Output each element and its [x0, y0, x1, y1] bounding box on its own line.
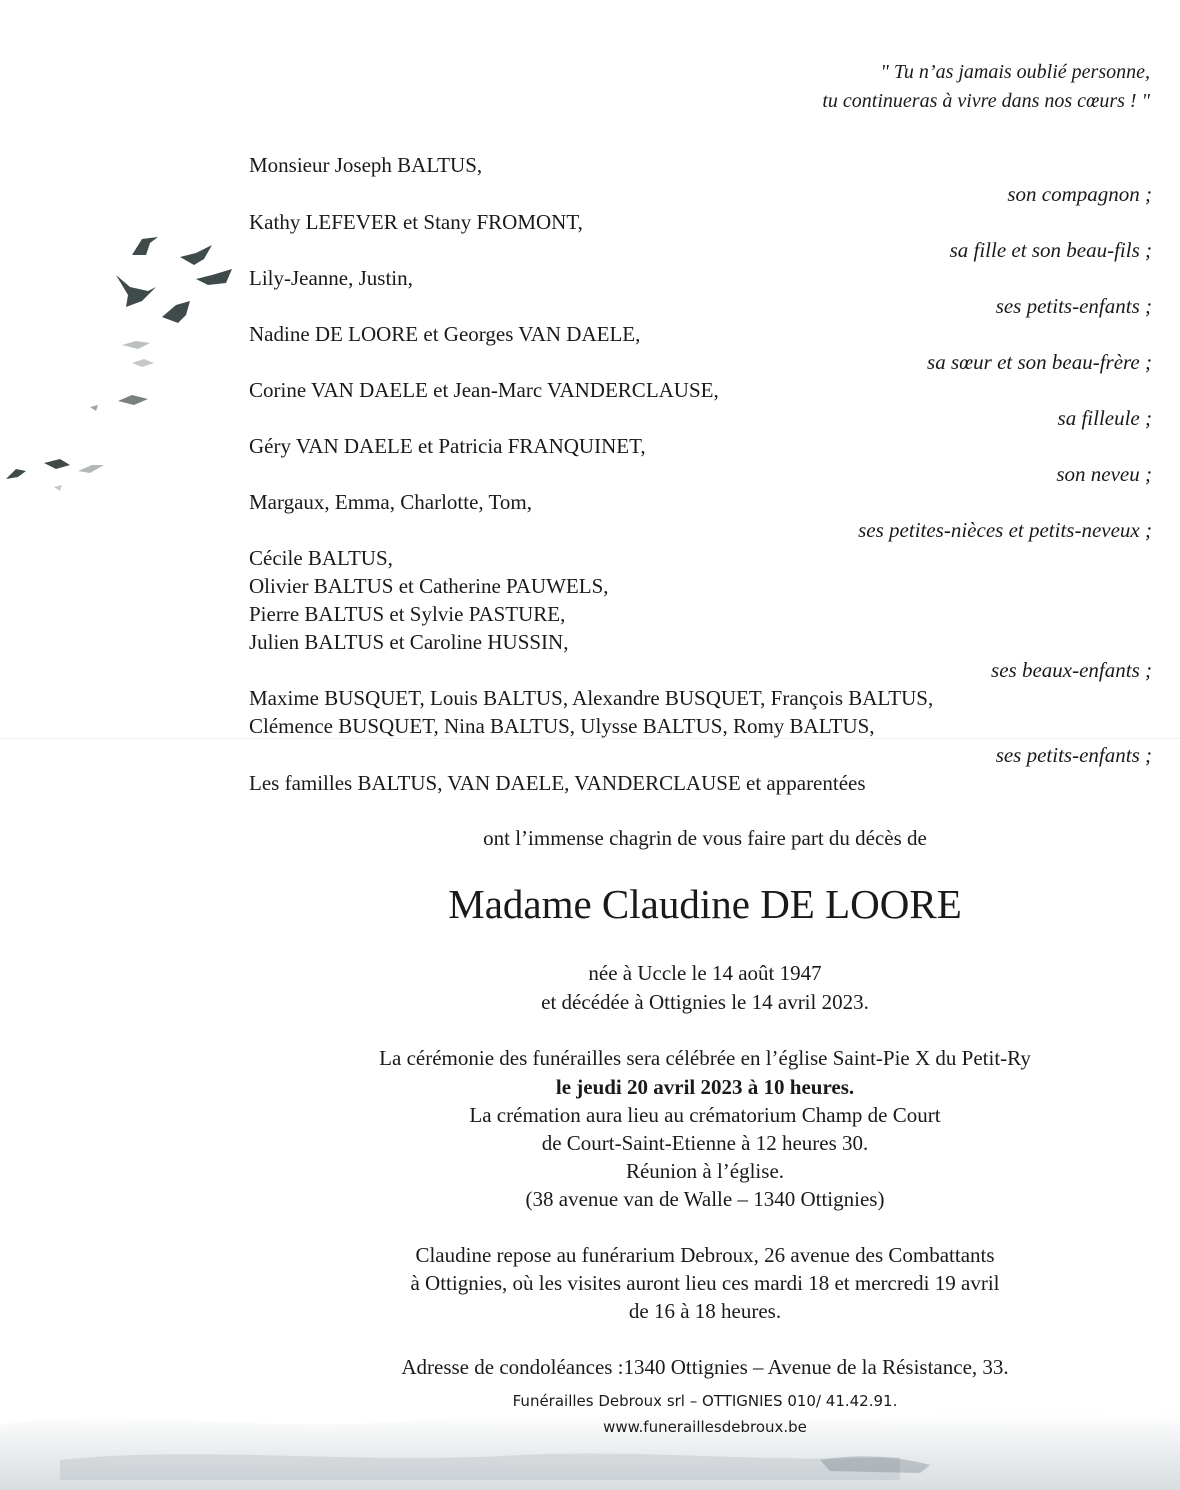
step-grandchildren-names: Maxime BUSQUET, Louis BALTUS, Alexandre BUSQUET, François BALTUS, [249, 686, 934, 710]
stepchild-name: Olivier BALTUS et Catherine PAUWELS, [249, 574, 609, 598]
visits-line-3: de 16 à 18 heures. [628, 1299, 782, 1323]
quote-line-1: " Tu n’as jamais oublié personne, [880, 61, 1150, 83]
bird-3 [196, 269, 232, 285]
family-names: Géry VAN DAELE et Patricia FRANQUINET, [249, 434, 646, 458]
bird-7 [132, 359, 154, 367]
cremation-info: La crémation aura lieu au crématorium Champ de Court [469, 1103, 941, 1127]
reunion-info: Réunion à l’église. [625, 1159, 785, 1183]
condolences-address: Adresse de condoléances :1340 Ottignies – Avenue de la Résistance, 33. [401, 1355, 1009, 1379]
deceased-name: Madame Claudine DE LOORE [448, 881, 962, 927]
stepchild-name: Pierre BALTUS et Sylvie PASTURE, [249, 602, 566, 626]
funeral-home-website[interactable]: www.funeraillesdebroux.be [603, 1418, 807, 1436]
death-info: et décédée à Ottignies le 14 avril 2023. [541, 990, 869, 1014]
family-names: Margaux, Emma, Charlotte, Tom, [249, 490, 532, 514]
bird-12 [78, 465, 104, 473]
family-relation: sa sœur et son beau-frère ; [927, 350, 1152, 374]
family-relation: son neveu ; [1056, 462, 1152, 486]
bird-1 [132, 237, 158, 255]
family-names: Nadine DE LOORE et Georges VAN DAELE, [249, 322, 641, 346]
family-relation: son compagnon ; [1007, 182, 1152, 206]
family-names: Kathy LEFEVER et Stany FROMONT, [249, 210, 583, 234]
step-grandchildren-relation: ses petits-enfants ; [995, 743, 1152, 767]
family-relation: sa fille et son beau-fils ; [949, 238, 1152, 262]
stepchild-name: Julien BALTUS et Caroline HUSSIN, [249, 630, 569, 654]
ceremony-location: La cérémonie des funérailles sera célébrée en l’église Saint-Pie X du Petit-Ry [379, 1046, 1031, 1070]
birth-info: née à Uccle le 14 août 1947 [588, 961, 822, 985]
church-address: (38 avenue van de Walle – 1340 Ottignies) [525, 1187, 885, 1211]
bird-6 [122, 341, 150, 349]
bird-9 [90, 405, 98, 411]
epigraph-quote [550, 58, 1150, 116]
stepchild-name: Cécile BALTUS, [249, 546, 393, 570]
cremation-time: de Court-Saint-Etienne à 12 heures 30. [541, 1131, 869, 1155]
family-relation: ses petites-nièces et petits-neveux ; [858, 518, 1152, 542]
bird-2 [180, 245, 212, 265]
bird-13 [54, 485, 62, 491]
bird-5 [162, 301, 190, 323]
visits-line-2: à Ottignies, où les visites auront lieu ces mardi 18 et mercredi 19 avril [410, 1271, 1000, 1295]
announcement-text: ont l’immense chagrin de vous faire part du décès de [483, 826, 927, 850]
family-names: Corine VAN DAELE et Jean-Marc VANDERCLAUSE, [249, 378, 719, 402]
visits-line-1: Claudine repose au funérarium Debroux, 26 avenue des Combattants [415, 1243, 995, 1267]
quote-line-2: tu continueras à vivre dans nos cœurs ! " [822, 90, 1150, 112]
bird-4 [116, 275, 156, 307]
family-names: Monsieur Joseph BALTUS, [249, 153, 483, 177]
families-line: Les familles BALTUS, VAN DAELE, VANDERCLAUSE et apparentées [249, 771, 866, 795]
family-relation: sa filleule ; [1057, 406, 1152, 430]
ceremony-date: le jeudi 20 avril 2023 à 10 heures. [555, 1075, 855, 1099]
bird-8 [118, 395, 148, 405]
family-names: Lily-Jeanne, Justin, [249, 266, 413, 290]
stepchildren-relation: ses beaux-enfants ; [991, 658, 1152, 682]
birds-illustration [0, 225, 240, 495]
step-grandchildren-names: Clémence BUSQUET, Nina BALTUS, Ulysse BALTUS, Romy BALTUS, [249, 714, 875, 738]
bird-11 [44, 459, 70, 469]
bird-10 [6, 469, 26, 479]
family-relation: ses petits-enfants ; [995, 294, 1152, 318]
funeral-home-info: Funérailles Debroux srl – OTTIGNIES 010/ 41.42.91. [512, 1392, 898, 1410]
